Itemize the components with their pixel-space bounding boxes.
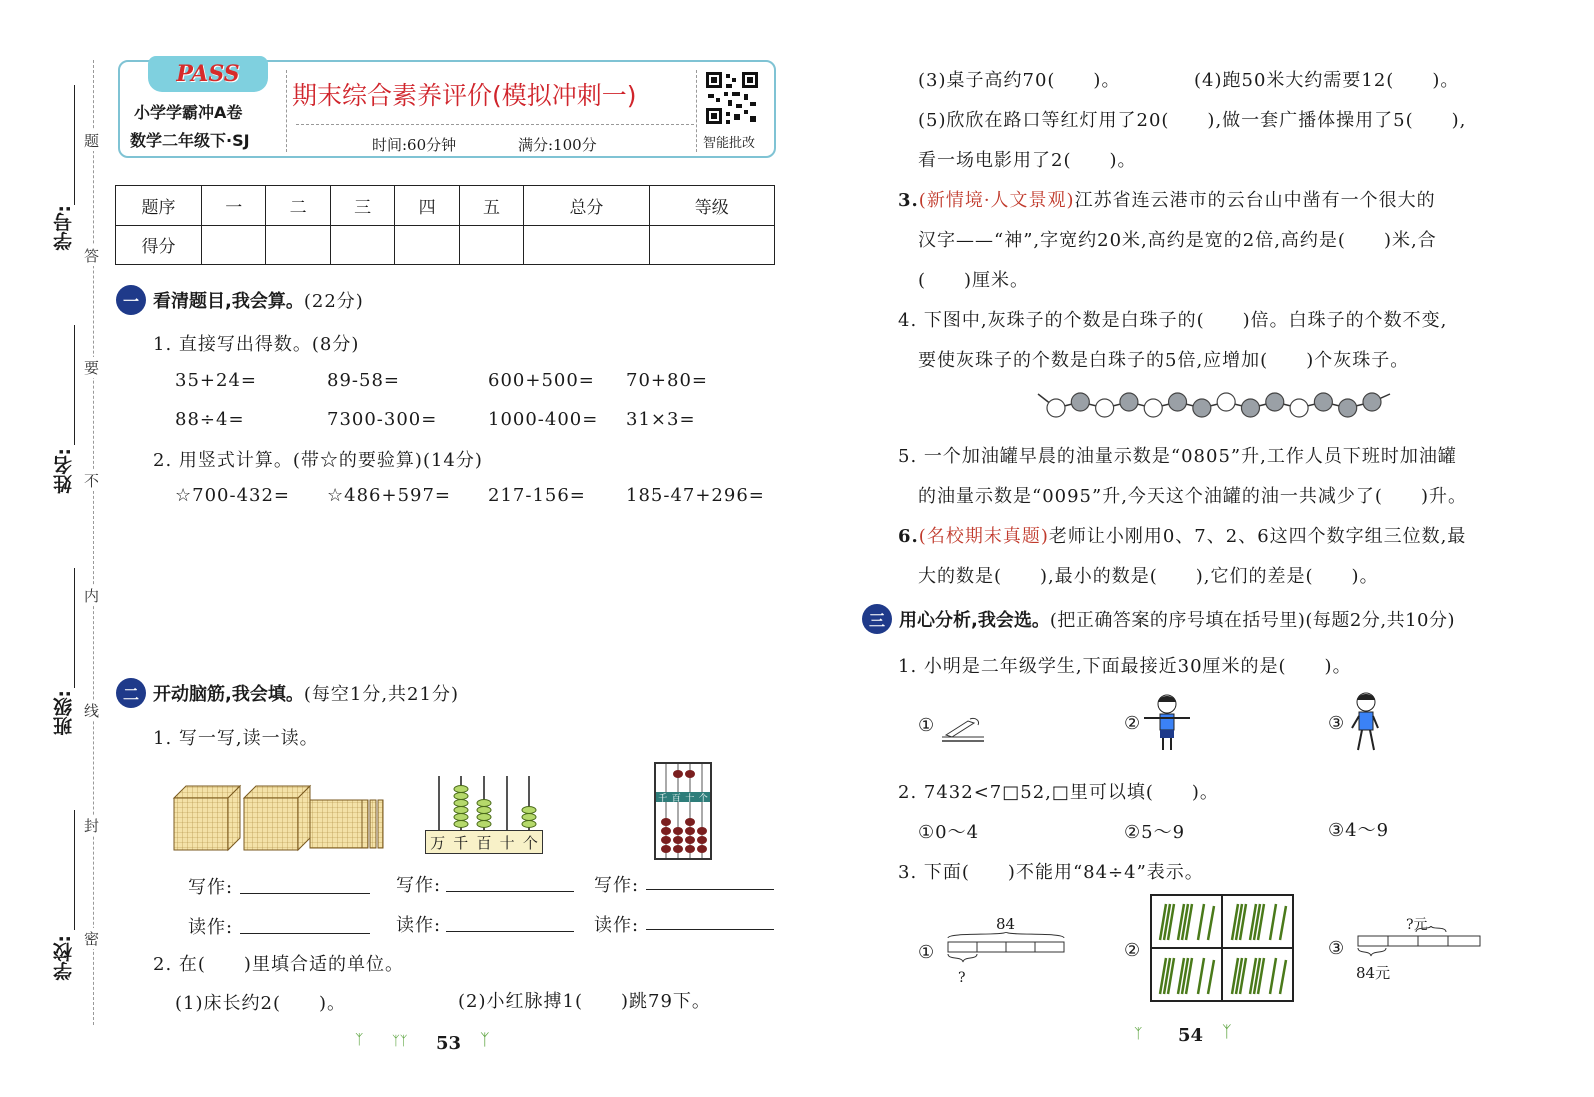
abacus-rods [425,772,543,830]
seal-char: 内 [84,587,100,605]
question-number: 3. [898,190,919,211]
score-cell[interactable] [266,225,330,265]
child-arms-outstretched-icon [1142,692,1192,754]
stick-bundles-grid [1150,894,1294,1002]
score-cell[interactable] [202,225,266,265]
option-text[interactable]: ②5～9 [1124,822,1186,843]
gray-bead [1314,393,1332,411]
s2-q5-line2: 的油量示数是“0095”升,今天这个油罐的油一共减少了( )升。 [918,486,1467,507]
sprout-icon: ᛉ [480,1030,490,1049]
read-label: 读作: [594,915,640,936]
s2-q3-line2: 汉字——“神”,字宽约20米,高约是宽的2倍,高约是( )米,合 [918,230,1437,251]
table-header-cell: 四 [395,186,459,226]
section2-heading [153,680,459,706]
child-standing-icon [1346,690,1386,756]
subject-grade: 数学二年级下·SJ [130,131,250,150]
page-number-left: 53 [436,1033,462,1054]
score-cell[interactable] [524,225,649,265]
s2-q4-line1: 4. 下图中,灰珠子的个数是白珠子的( )倍。白珠子的个数不变, [898,310,1448,331]
exam-time: 时间:60分钟 [372,136,457,154]
unit-question: (2)小红脉搏1( )跳79下。 [458,991,711,1012]
section3-title: 用心分析,我会选。 [899,610,1050,631]
vertical-calc-item: 185-47+296= [626,485,765,506]
student-id-line [74,85,75,205]
option-marker[interactable]: ① [918,715,936,736]
write-answer-line[interactable] [446,891,574,892]
page-number-right: 54 [1178,1025,1204,1046]
place-label: 十 [685,793,695,804]
class-label: 班级: [53,690,75,736]
calc-item: 89-58= [327,370,400,391]
write-label: 写作: [396,875,442,896]
seal-char: 不 [84,472,100,490]
seal-char: 题 [84,132,100,150]
calc-item: 70+80= [626,370,708,391]
section3-points: (把正确答案的序号填在括号里)(每题2分,共10分) [1049,610,1456,631]
calc-item: 88÷4= [175,409,245,430]
seal-char: 要 [84,359,100,377]
vertical-calc-item: 217-156= [488,485,586,506]
frame-abacus-labels [656,792,710,802]
s2-q6-line2: 大的数是( ),最小的数是( ),它们的差是( )。 [918,566,1379,587]
unit-question: (5)欣欣在路口等红灯用了20( ),做一套广播体操用了5( ), [918,110,1467,131]
gray-bead [1363,393,1381,411]
bar-total-label: 84 [996,915,1016,933]
s2-q6-line1 [898,522,1466,548]
section2-points: (每空1分,共21分) [303,684,459,705]
exam-full-score: 满分:100分 [518,136,597,154]
score-cell[interactable] [395,225,459,265]
qr-divider [696,70,697,152]
q2-prompt: 2. 用竖式计算。(带☆的要验算)(14分) [153,450,483,471]
seal-char: 答 [84,247,100,265]
white-bead [1047,399,1065,417]
header-box [118,60,776,158]
section1-heading [153,287,364,313]
frame-abacus-illustration [654,762,712,860]
section-badge: 二 [116,678,146,708]
school-label: 学校: [53,935,75,981]
abacus-illustration [425,772,543,854]
bead-thread [1038,394,1390,408]
read-answer-line[interactable] [240,933,370,934]
qr-caption: 智能批改 [703,136,756,151]
place-label: 千 [453,833,469,852]
base-ten-blocks-illustration [172,782,384,852]
frame-abacus-beads [656,764,710,858]
score-cell[interactable] [459,225,523,265]
vertical-calc-item: ☆486+597= [327,485,452,506]
place-label: 个 [698,793,708,804]
unit-question: (1)床长约2( )。 [175,993,346,1014]
white-bead [1144,399,1162,417]
place-label: 千 [658,793,668,804]
write-answer-line[interactable] [646,889,774,890]
seal-char: 密 [84,930,100,948]
option-marker[interactable]: ① [918,942,936,963]
s2-q2-prompt: 2. 在( )里填合适的单位。 [153,954,404,975]
white-bead [1290,399,1308,417]
seal-char: 线 [84,702,100,720]
seal-char: 封 [84,817,100,835]
option-text[interactable]: ①0～4 [918,822,980,843]
calc-item: 7300-300= [327,409,438,430]
section-badge: 一 [116,285,146,315]
pass-logo [148,56,268,92]
score-cell[interactable] [330,225,394,265]
option-text[interactable]: ③4～9 [1328,820,1390,841]
section1-title: 看清题目,我会算。 [153,291,304,312]
s2-q3-line1 [898,186,1436,212]
name-label: 姓名: [53,448,75,494]
sprout-icon: ᛉ [1222,1022,1232,1041]
student-id-label: 学号: [53,205,75,251]
place-label: 十 [499,833,515,852]
table-header-cell: 总分 [524,186,649,226]
place-label: 个 [522,833,538,852]
vertical-calc-item: ☆700-432= [175,485,291,506]
gray-bead [1193,399,1211,417]
pass-logo-text: PASS [176,61,240,87]
table-header-cell: 五 [459,186,523,226]
section-badge: 三 [862,604,892,634]
section1-points: (22分) [303,291,364,312]
bar-part-label: 84元 [1356,964,1391,982]
place-label: 万 [430,833,446,852]
bead-string-illustration [1036,380,1392,430]
write-answer-line[interactable] [240,893,370,894]
pencil-ruler-icon [940,715,986,747]
sprout-icon: ᛉ [1134,1026,1143,1042]
seal-dashed-line [93,60,94,1025]
section2-title: 开动脑筋,我会填。 [153,684,304,705]
place-label: 百 [476,833,492,852]
read-answer-line[interactable] [446,931,574,932]
write-label: 写作: [188,877,234,898]
gray-bead [1120,393,1138,411]
gray-bead [1169,393,1187,411]
sprout-icon: ᛉᛉ [392,1034,408,1049]
gray-bead [1241,399,1259,417]
header-divider [286,70,287,152]
table-header-cell: 二 [266,186,330,226]
calc-item: 1000-400= [488,409,599,430]
segment-bar-diagram [942,932,1072,968]
score-cell[interactable] [649,225,774,265]
class-line [74,568,75,688]
option-marker[interactable]: ② [1124,713,1142,734]
option-marker[interactable]: ② [1124,940,1142,961]
s3-q3-prompt: 3. 下面( )不能用“84÷4”表示。 [898,862,1204,883]
s2-q4-line2: 要使灰珠子的个数是白珠子的5倍,应增加( )个灰珠子。 [918,350,1410,371]
abacus-base [425,830,543,854]
table-header-cell: 等级 [649,186,774,226]
q1-prompt: 1. 直接写出得数。(8分) [153,334,360,355]
option-marker[interactable]: ③ [1328,713,1346,734]
title-divider [296,124,694,125]
white-bead [1096,399,1114,417]
s3-q1-prompt: 1. 小明是二年级学生,下面最接近30厘米的是( )。 [898,656,1352,677]
section3-heading [899,606,1455,632]
read-answer-line[interactable] [646,929,774,930]
write-label: 写作: [594,875,640,896]
question-number: 6. [898,526,919,547]
unit-question: (4)跑50米大约需要12( )。 [1194,70,1460,91]
white-bead [1217,393,1235,411]
table-header-cell: 题序 [116,186,202,226]
gray-bead [1071,393,1089,411]
qr-code-icon[interactable] [704,70,760,126]
sprout-icon: ᛉ [355,1032,364,1048]
unit-question: 看一场电影用了2( )。 [918,150,1137,171]
option-marker[interactable]: ③ [1328,938,1346,959]
table-header-cell: 三 [330,186,394,226]
score-table [115,185,775,265]
gray-bead [1339,399,1357,417]
calc-item: 600+500= [488,370,595,391]
read-label: 读作: [188,917,234,938]
calc-item: 31×3= [626,409,696,430]
bar-part-label: ?元 [1406,917,1428,933]
read-label: 读作: [396,915,442,936]
calc-item: 35+24= [175,370,257,391]
s2-q3-line3: ( )厘米。 [918,270,1030,291]
school-line [74,810,75,930]
table-header-cell: 一 [202,186,266,226]
score-row-label: 得分 [116,225,202,265]
segment-bar-diagram [1354,926,1486,962]
question-text: 江苏省连云港市的云台山中凿有一个很大的 [1074,190,1436,211]
question-tag: (名校期末真题) [918,526,1049,547]
bar-part-label: ? [958,970,966,986]
s3-q2-prompt: 2. 7432<7□52,□里可以填( )。 [898,782,1219,803]
place-label: 百 [671,793,681,804]
question-text: 老师让小刚用0、7、2、6这四个数字组三位数,最 [1048,526,1467,547]
s2-q5-line1: 5. 一个加油罐早晨的油量示数是“0805”升,工作人员下班时加油罐 [898,446,1457,467]
gray-bead [1266,393,1284,411]
question-tag: (新情境·人文景观) [918,190,1075,211]
series-name: 小学学霸冲A卷 [134,103,243,122]
exam-title: 期末综合素养评价(模拟冲刺一) [292,81,637,110]
unit-question: (3)桌子高约70( )。 [918,70,1121,91]
name-line [74,325,75,445]
s2-q1-prompt: 1. 写一写,读一读。 [153,728,319,749]
